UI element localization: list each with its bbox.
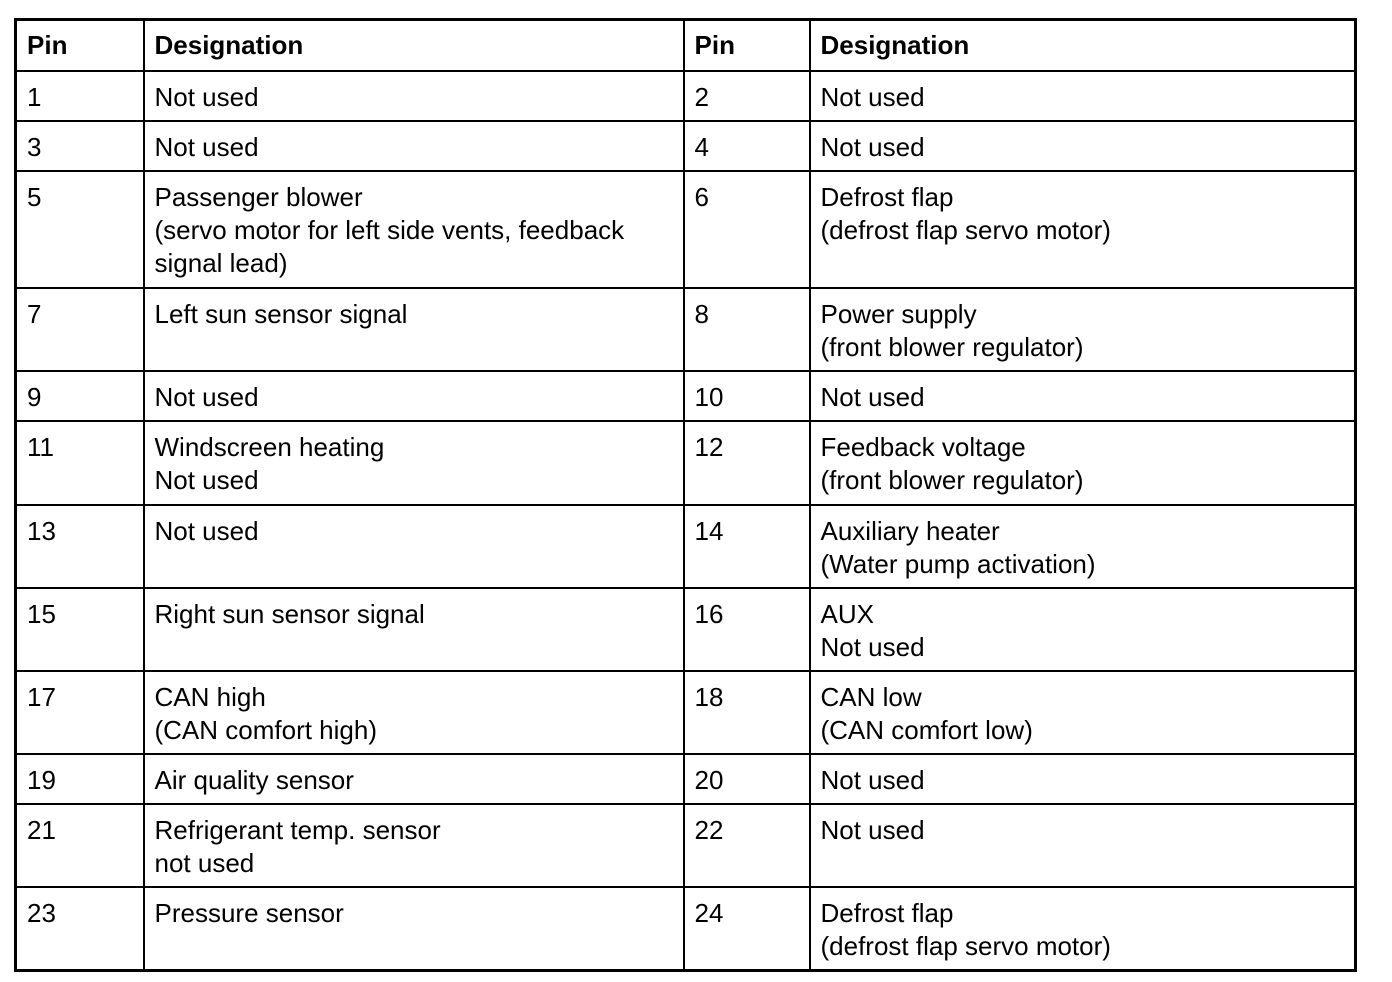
pin-number-left: 13	[16, 505, 144, 588]
designation-line: Windscreen heating	[154, 431, 385, 462]
designation-line: Not used	[154, 464, 259, 495]
pin-number-right: 24	[684, 887, 810, 971]
pin-assignment-table	[14, 18, 1357, 972]
pin-number-right: 20	[684, 754, 810, 804]
pin-number-left: 17	[16, 671, 144, 754]
designation-line: Not used	[820, 381, 925, 412]
pin-number-right: 18	[684, 671, 810, 754]
pin-number-right: 2	[684, 71, 810, 121]
designation-line: Feedback voltage	[820, 431, 1026, 462]
designation-left	[144, 754, 684, 804]
designation-line: Not used	[154, 131, 259, 162]
pin-number-right: 8	[684, 288, 810, 371]
designation-line: Not used	[154, 81, 259, 112]
pin-number-right: 12	[684, 421, 810, 505]
designation-line: Not used	[154, 515, 259, 546]
designation-right	[810, 754, 1356, 804]
table-row	[16, 171, 1356, 288]
designation-left	[144, 288, 684, 371]
designation-line: (CAN comfort high)	[154, 714, 377, 745]
designation-line: Not used	[154, 381, 259, 412]
designation-line: (defrost flap servo motor)	[820, 930, 1111, 961]
table-row	[16, 121, 1356, 171]
designation-right	[810, 887, 1356, 971]
pin-number-left: 19	[16, 754, 144, 804]
table-row	[16, 288, 1356, 371]
pin-number-left: 15	[16, 588, 144, 671]
designation-line: not used	[154, 847, 255, 878]
table-row	[16, 804, 1356, 887]
designation-left	[144, 421, 684, 505]
designation-line: Not used	[820, 631, 925, 662]
designation-right	[810, 588, 1356, 671]
designation-line: Air quality sensor	[154, 764, 354, 795]
table-row	[16, 505, 1356, 588]
designation-right	[810, 288, 1356, 371]
designation-left	[144, 71, 684, 121]
table-row	[16, 671, 1356, 754]
designation-line: Not used	[820, 131, 925, 162]
table-row	[16, 887, 1356, 971]
designation-line: Pressure sensor	[154, 897, 344, 928]
pin-number-left: 21	[16, 804, 144, 887]
table-row	[16, 371, 1356, 421]
designation-line: (Water pump activation)	[820, 548, 1096, 579]
pin-number-right: 16	[684, 588, 810, 671]
table-row	[16, 421, 1356, 505]
designation-right	[810, 371, 1356, 421]
pin-number-right: 14	[684, 505, 810, 588]
header-pin-right: Pin	[684, 20, 810, 71]
designation-line: Refrigerant temp. sensor	[154, 814, 441, 845]
pin-number-left: 7	[16, 288, 144, 371]
designation-line: CAN low	[820, 681, 922, 712]
designation-line: (CAN comfort low)	[820, 714, 1033, 745]
designation-left	[144, 588, 684, 671]
designation-line: AUX	[820, 598, 874, 629]
designation-line: (defrost flap servo motor)	[820, 214, 1111, 245]
designation-right	[810, 505, 1356, 588]
designation-line: (front blower regulator)	[820, 331, 1084, 362]
designation-line: Not used	[820, 814, 925, 845]
designation-left	[144, 121, 684, 171]
designation-left	[144, 371, 684, 421]
designation-line: Auxiliary heater	[820, 515, 1000, 546]
designation-line: signal lead)	[154, 247, 288, 278]
designation-left	[144, 887, 684, 971]
table-row	[16, 71, 1356, 121]
designation-right	[810, 171, 1356, 288]
pin-number-right: 22	[684, 804, 810, 887]
designation-right	[810, 71, 1356, 121]
designation-line: (front blower regulator)	[820, 464, 1084, 495]
designation-right	[810, 121, 1356, 171]
designation-right	[810, 671, 1356, 754]
designation-line: (servo motor for left side vents, feedback	[154, 214, 625, 245]
table-body	[16, 71, 1356, 971]
pin-number-right: 10	[684, 371, 810, 421]
header-designation-left: Designation	[144, 20, 684, 71]
pin-number-left: 5	[16, 171, 144, 288]
designation-right	[810, 421, 1356, 505]
designation-line: Left sun sensor signal	[154, 298, 408, 329]
designation-line: CAN high	[154, 681, 266, 712]
designation-line: Defrost flap	[820, 181, 954, 212]
designation-right	[810, 804, 1356, 887]
designation-left	[144, 171, 684, 288]
header-designation-right: Designation	[810, 20, 1356, 71]
pin-number-right: 6	[684, 171, 810, 288]
designation-line: Right sun sensor signal	[154, 598, 425, 629]
designation-line: Power supply	[820, 298, 977, 329]
pin-number-left: 1	[16, 71, 144, 121]
designation-line: Passenger blower	[154, 181, 363, 212]
pin-number-left: 23	[16, 887, 144, 971]
table-row	[16, 754, 1356, 804]
table-row	[16, 588, 1356, 671]
designation-line: Defrost flap	[820, 897, 954, 928]
pin-number-right: 4	[684, 121, 810, 171]
pin-number-left: 11	[16, 421, 144, 505]
header-row	[16, 20, 1356, 71]
designation-line: Not used	[820, 81, 925, 112]
designation-line: Not used	[820, 764, 925, 795]
designation-left	[144, 804, 684, 887]
pin-number-left: 9	[16, 371, 144, 421]
pin-number-left: 3	[16, 121, 144, 171]
designation-left	[144, 505, 684, 588]
header-pin-left: Pin	[16, 20, 144, 71]
designation-left	[144, 671, 684, 754]
